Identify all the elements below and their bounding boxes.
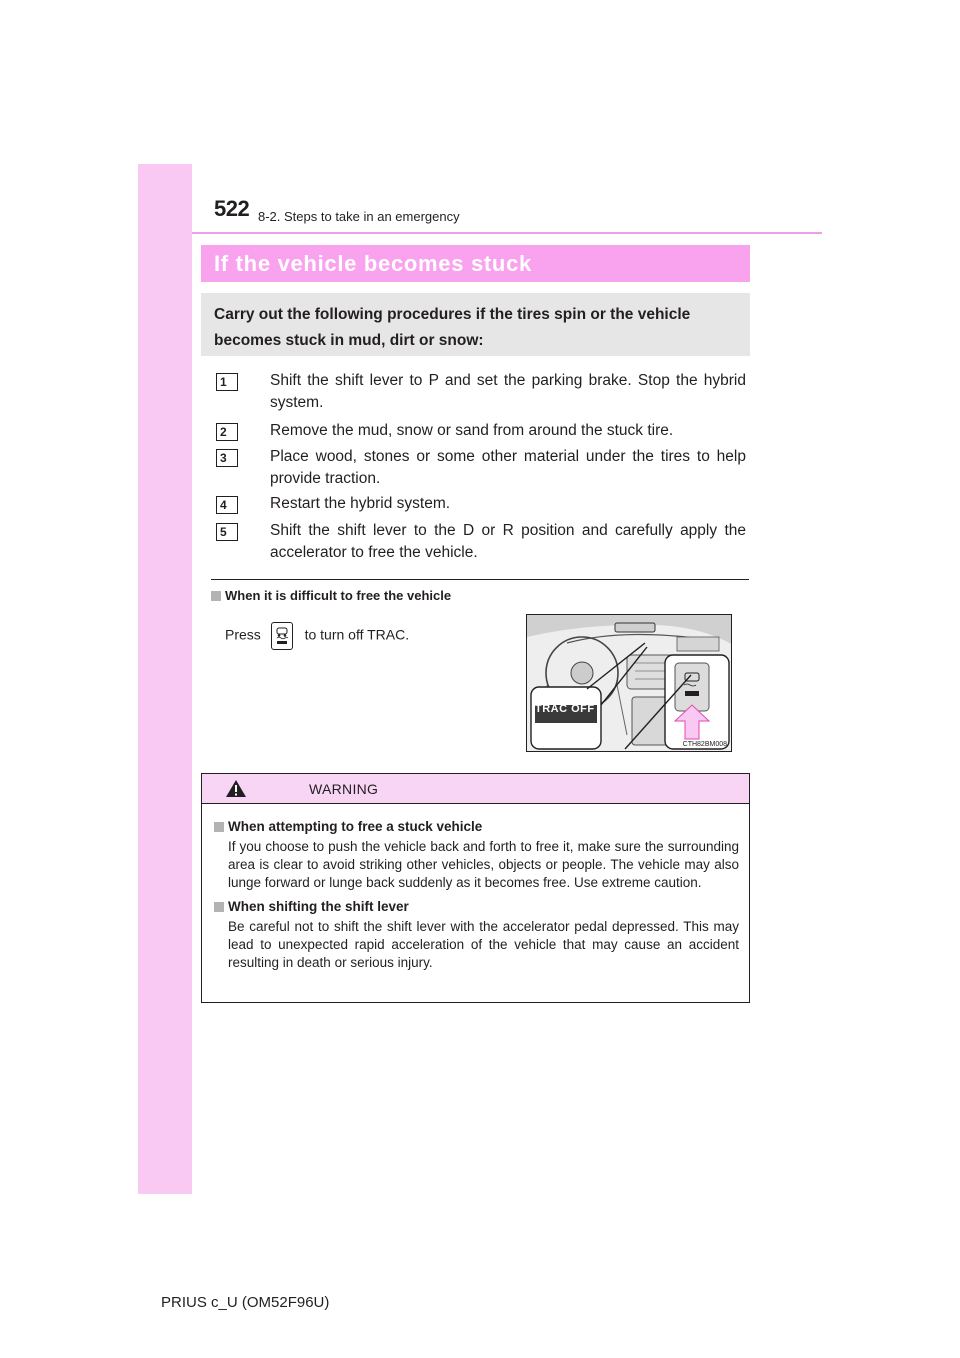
page-number: 522	[214, 196, 250, 221]
footer-model: PRIUS c_U (OM52F96U)	[161, 1294, 330, 1311]
section-title: 8-2. Steps to take in an emergency	[258, 209, 460, 224]
step-item	[216, 493, 746, 515]
bullet-square-icon	[214, 902, 224, 912]
warning-box	[201, 773, 750, 1003]
step-item	[216, 370, 746, 414]
step-text: Place wood, stones or some other material under the tires to help provide traction.	[270, 448, 746, 487]
bullet-square-icon	[214, 822, 224, 832]
press-before-text: Press	[225, 626, 261, 643]
difficult-heading	[211, 588, 451, 603]
warning-body	[202, 804, 749, 972]
warning-subheading: When shifting the shift lever	[214, 898, 739, 916]
difficult-heading-text: When it is difficult to free the vehicle	[225, 588, 452, 603]
step-text: Remove the mud, snow or sand from around the stuck tire.	[270, 422, 674, 439]
step-item	[216, 446, 746, 490]
step-number: 1	[216, 373, 238, 391]
warning-text: Be careful not to shift the shift lever with the accelerator pedal depressed. This may lead to unexpected rapid acceleration of the vehicle that may cause an accident resulting in death or serious injury.	[228, 919, 739, 970]
bullet-square-icon	[211, 591, 221, 601]
illustration-caption: CTH82BM008	[682, 741, 727, 748]
step-number: 2	[216, 423, 238, 441]
step-number: 3	[216, 449, 238, 467]
step-item	[216, 420, 746, 442]
section-divider	[211, 579, 749, 580]
warning-subheading: When attempting to free a stuck vehicle	[214, 818, 739, 836]
warning-header	[202, 774, 749, 804]
step-number: 4	[216, 496, 238, 514]
step-text: Shift the shift lever to the D or R position and carefully apply the accelerator to free the vehicle.	[270, 522, 746, 561]
step-number: 5	[216, 523, 238, 541]
press-instruction	[225, 622, 409, 650]
step-text: Shift the shift lever to P and set the parking brake. Stop the hybrid system.	[270, 372, 746, 411]
press-after-text: to turn off TRAC.	[304, 626, 410, 643]
warning-label: WARNING	[309, 781, 379, 797]
warning-triangle-icon	[225, 779, 247, 798]
side-tab-band	[138, 164, 192, 1194]
vsc-off-key-icon	[271, 622, 293, 650]
trac-off-label: TRAC OFF	[535, 703, 595, 715]
header-rule	[192, 232, 822, 234]
warning-text: If you choose to push the vehicle back and forth to free it, make sure the surrounding area is clear to avoid striking other vehicles, objects or people. The vehicle may also lunge forward or lunge back suddenly as it becomes free. Use extreme caution.	[228, 839, 739, 890]
topic-heading-bar	[201, 245, 750, 282]
intro-box: Carry out the following procedures if the tires spin or the vehicle becomes stuck in mud, dirt or snow:	[201, 293, 750, 356]
dashboard-illustration	[526, 614, 732, 752]
topic-heading: If the vehicle becomes stuck	[214, 251, 532, 276]
step-text: Restart the hybrid system.	[270, 495, 451, 512]
step-item	[216, 520, 746, 564]
